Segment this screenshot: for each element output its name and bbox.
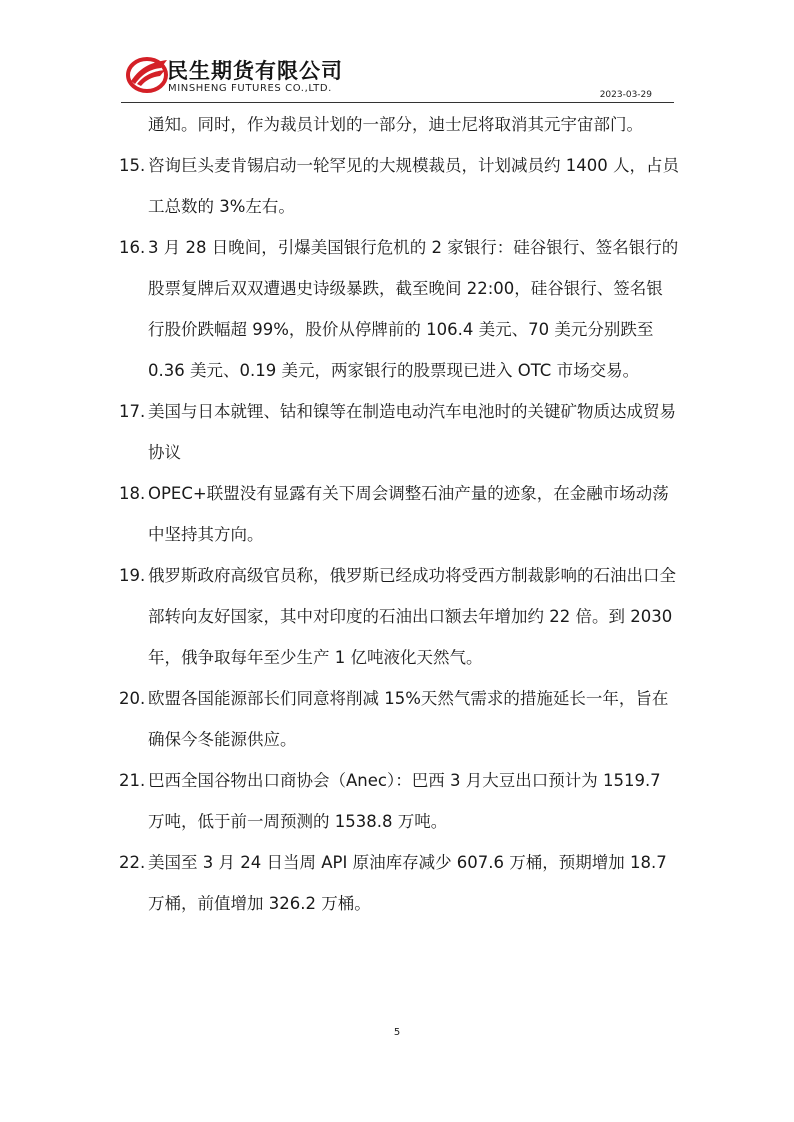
item-number: 19. [119,566,146,585]
news-item-19 [119,555,679,678]
news-item-20 [119,678,679,760]
item-text: 咨询巨头麦肯锡启动一轮罕见的大规模裁员，计划减员约 1400 人，占员工总数的 3%左右。 [148,156,679,216]
page-number: 5 [393,1027,401,1038]
news-item-17 [119,391,679,473]
document-body [119,104,679,924]
item-number: 18. [119,484,146,503]
item-number: 21. [119,771,146,790]
item-number: 17. [119,402,146,421]
item-text: 美国至 3 月 24 日当周 API 原油库存减少 607.6 万桶，预期增加 18.7 万桶，前值增加 326.2 万桶。 [148,853,667,913]
news-item-21 [119,760,679,842]
item-text: 俄罗斯政府高级官员称，俄罗斯已经成功将受西方制裁影响的石油出口全部转向友好国家，其中对印度的石油出口额去年增加约 22 倍。到 2030 年，俄争取每年至少生产 1 亿吨液化天然气。 [148,566,676,667]
item-text: 3 月 28 日晚间，引爆美国银行危机的 2 家银行：硅谷银行、签名银行的股票复牌后双双遭遇史诗级暴跌，截至晚间 22:00，硅谷银行、签名银行股价跌幅超 99%，股价从停牌前的 106.4 美元、70 美元分别跌至 0.36 美元、0.19 美元，两家银行的股票现已进入 OTC 市场交易。 [148,238,679,380]
page-header [121,50,674,103]
item-number: 20. [119,689,146,708]
news-item-16 [119,227,679,391]
news-item-18 [119,473,679,555]
minsheng-logo-icon [125,54,169,94]
logo-english-name: MINSHENG FUTURES CO.,LTD. [168,83,332,94]
report-date: 2023-03-29 [599,90,652,100]
item-number: 22. [119,853,146,872]
logo-chinese-name: 民生期货有限公司 [167,59,343,83]
item-text: 巴西全国谷物出口商协会（Anec）：巴西 3 月大豆出口预计为 1519.7 万吨，低于前一周预测的 1538.8 万吨。 [148,771,661,831]
item-text: OPEC+联盟没有显露有关下周会调整石油产量的迹象，在金融市场动荡中坚持其方向。 [148,484,669,544]
item-number: 16. [119,238,146,257]
news-item-22 [119,842,679,924]
news-item-15 [119,145,679,227]
item-text: 美国与日本就锂、钴和镍等在制造电动汽车电池时的关键矿物质达成贸易协议 [148,402,676,462]
item-text: 欧盟各国能源部长们同意将削减 15%天然气需求的措施延长一年，旨在确保今冬能源供应。 [148,689,669,749]
continued-paragraph: 通知。同时，作为裁员计划的一部分，迪士尼将取消其元宇宙部门。 [148,115,643,134]
item-number: 15. [119,156,146,175]
